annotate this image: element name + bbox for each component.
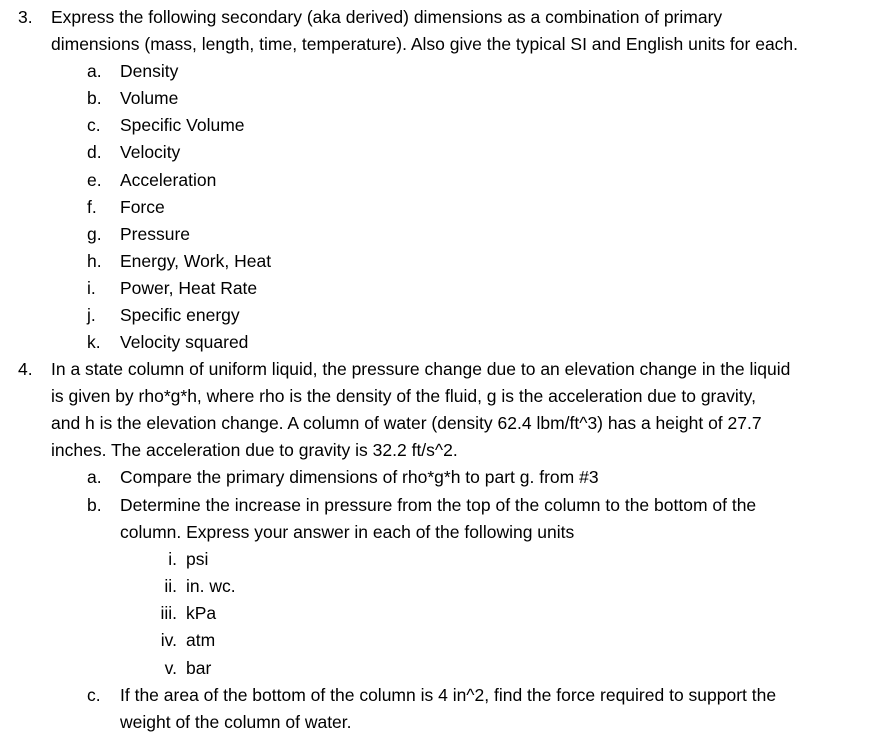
q3-item-specific-volume: Specific Volume (120, 115, 245, 135)
q3-item-velocity-squared: Velocity squared (120, 332, 249, 352)
unit-kpa: kPa (186, 603, 217, 623)
q3-item-energy-work-heat: Energy, Work, Heat (120, 251, 272, 271)
q3-item-marker: f. (87, 197, 97, 217)
q3-item-pressure: Pressure (120, 224, 191, 244)
question-4-text-line-3: and h is the elevation change. A column of water (density 62.4 lbm/ft^3) has a height of 27.7 (51, 413, 762, 433)
question-4-number: 4. (18, 359, 33, 379)
question-3-text-line-1: Express the following secondary (aka derived) dimensions as a combination of primary (51, 7, 723, 27)
q3-item-force: Force (120, 197, 165, 217)
question-3-number: 3. (18, 7, 33, 27)
q4-part-b-text-line-2: column. Express your answer in each of the following units (120, 522, 575, 542)
q3-item-marker: b. (87, 88, 102, 108)
question-4-text-line-4: inches. The acceleration due to gravity is 32.2 ft/s^2. (51, 440, 458, 460)
q3-item-marker: k. (87, 332, 101, 352)
unit-marker: iii. (160, 603, 177, 623)
question-3-text-line-2: dimensions (mass, length, time, temperature). Also give the typical SI and English units for each. (51, 34, 799, 54)
unit-marker: iv. (160, 630, 177, 650)
unit-in-wc: in. wc. (186, 576, 236, 596)
q3-item-marker: g. (87, 224, 102, 244)
q4-part-c-text-line-2: weight of the column of water. (120, 712, 352, 732)
q3-item-acceleration: Acceleration (120, 170, 217, 190)
q3-item-density: Density (120, 61, 179, 81)
q4-part-b-text-line-1: Determine the increase in pressure from the top of the column to the bottom of the (120, 495, 757, 515)
question-4-text-line-2: is given by rho*g*h, where rho is the density of the fluid, g is the acceleration due to gravity, (51, 386, 756, 406)
q3-item-marker: e. (87, 170, 102, 190)
unit-atm: atm (186, 630, 216, 650)
question-4-text-line-1: In a state column of uniform liquid, the pressure change due to an elevation change in the liquid (51, 359, 791, 379)
q3-item-marker: j. (87, 305, 96, 325)
q3-item-volume: Volume (120, 88, 179, 108)
unit-marker: v. (164, 658, 177, 678)
q3-item-specific-energy: Specific energy (120, 305, 240, 325)
q3-item-marker: c. (87, 115, 101, 135)
unit-marker: ii. (164, 576, 177, 596)
q4-part-c-text-line-1: If the area of the bottom of the column is 4 in^2, find the force required to support the (120, 685, 777, 705)
q4-part-a-text: Compare the primary dimensions of rho*g*h to part g. from #3 (120, 467, 599, 487)
unit-psi: psi (186, 549, 209, 569)
q3-item-marker: a. (87, 61, 102, 81)
q4-part-c-marker: c. (87, 685, 101, 705)
unit-marker: i. (168, 549, 177, 569)
q3-item-marker: i. (87, 278, 96, 298)
q4-part-b-marker: b. (87, 495, 102, 515)
unit-bar: bar (186, 658, 212, 678)
q3-item-marker: d. (87, 142, 102, 162)
q3-item-velocity: Velocity (120, 142, 181, 162)
q3-item-power-heat-rate: Power, Heat Rate (120, 278, 258, 298)
q4-part-a-marker: a. (87, 467, 102, 487)
q3-item-marker: h. (87, 251, 102, 271)
